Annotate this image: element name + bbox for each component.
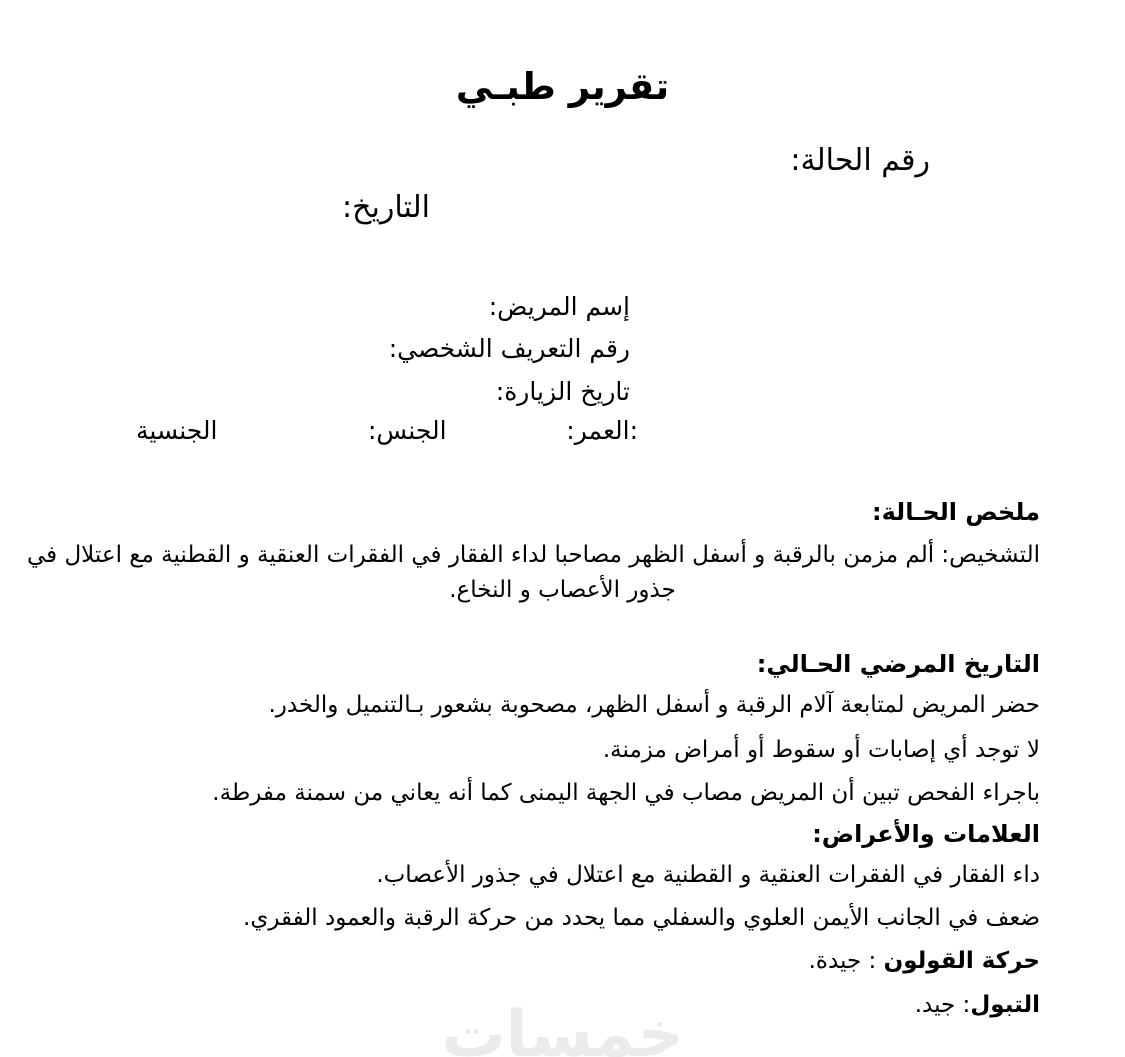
gender-label: الجنس: xyxy=(368,416,447,445)
current-history-heading: التاريخ المرضي الحـالي: xyxy=(756,650,1040,678)
signs-symptoms-heading: العلامات والأعراض: xyxy=(812,820,1040,848)
diagnosis-text-line2: جذور الأعصاب و النخاع. xyxy=(449,577,676,603)
bowel-movement-line xyxy=(809,948,1040,974)
signs-line: ضعف في الجانب الأيمن العلوي والسفلي مما يحدد من حركة الرقبة والعمود الفقري. xyxy=(243,905,1040,931)
case-summary-heading: ملخص الحـالة: xyxy=(872,498,1040,526)
history-line: لا توجد أي إصابات أو سقوط أو أمراض مزمنة. xyxy=(602,737,1040,763)
age-label: :العمر: xyxy=(566,416,638,445)
signs-line: داء الفقار في الفقرات العنقية و القطنية مع اعتلال في جذور الأعصاب. xyxy=(376,862,1040,888)
patient-name-label: إسم المريض: xyxy=(488,292,630,321)
khamsat-watermark: خمسات xyxy=(441,998,684,1057)
report-date-label: التاريخ: xyxy=(342,190,430,225)
nationality-label: الجنسية xyxy=(136,416,218,445)
bowel-movement-label: حركة القولون xyxy=(883,948,1040,974)
bowel-movement-value: : جيدة. xyxy=(808,948,884,974)
visit-date-label: تاريخ الزيارة: xyxy=(495,377,630,406)
case-number-label: رقم الحالة: xyxy=(790,143,930,178)
report-title: تقرير طبـي xyxy=(455,64,670,108)
urination-value: : جيد. xyxy=(914,992,971,1018)
demographics-row xyxy=(0,416,1125,450)
urination-label: التبول xyxy=(970,992,1040,1018)
patient-id-label: رقم التعريف الشخصي: xyxy=(388,334,630,363)
history-line: باجراء الفحص تبين أن المريض مصاب في الجهة اليمنى كما أنه يعاني من سمنة مفرطة. xyxy=(212,780,1040,806)
history-line: حضر المريض لمتابعة آلام الرقبة و أسفل الظهر، مصحوبة بشعور بـالتنميل والخدر. xyxy=(268,692,1040,718)
diagnosis-text-line1: التشخيص: ألم مزمن بالرقبة و أسفل الظهر مصاحبا لداء الفقار في الفقرات العنقية و القطنية مع اعتلال في xyxy=(27,542,1040,568)
